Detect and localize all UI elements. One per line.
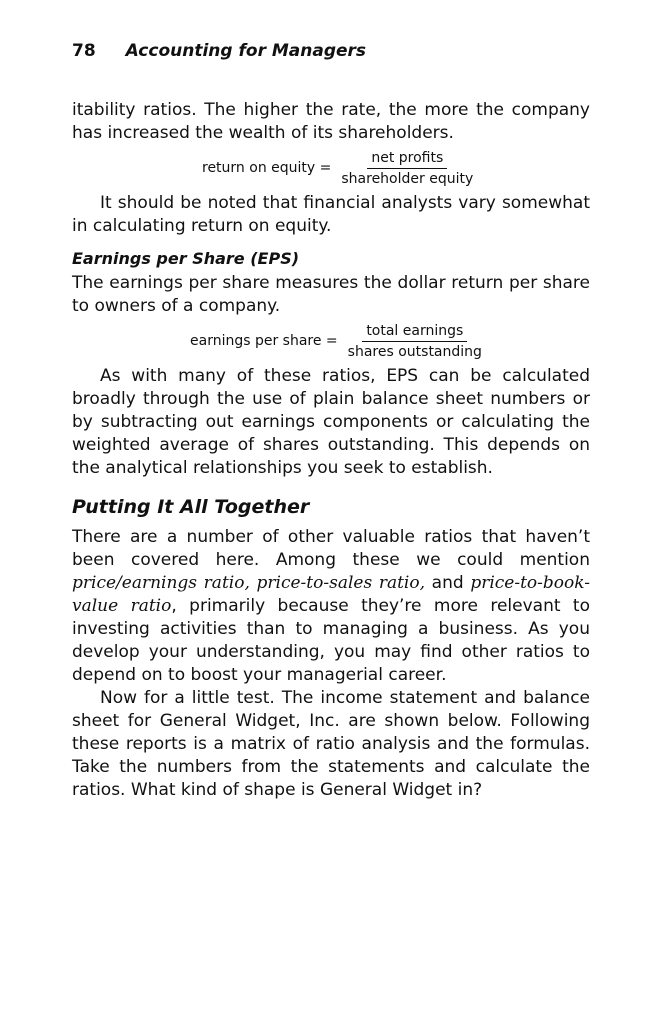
formula-eps-fraction: [344, 322, 486, 361]
formula-roe-numerator: net profits: [367, 149, 447, 169]
p5-italic-ratios: price/earnings ratio, price-to-sales ratio,: [72, 573, 425, 593]
heading-eps: Earnings per Share (EPS): [72, 249, 300, 268]
p5-end: , primarily because they’re more relevant to investing activities than to managing a business. As you develop your understanding, you may find other ratios to depend on to boost your managerial career.: [72, 596, 590, 685]
formula-eps-numerator: total earnings: [362, 322, 467, 342]
formula-eps-lhs: earnings per share =: [190, 333, 338, 349]
formula-return-on-equity: [202, 149, 590, 188]
formula-roe-lhs: return on equity =: [202, 160, 332, 176]
formula-earnings-per-share: [190, 322, 590, 361]
paragraph-profitability: itability ratios. The higher the rate, the more the company has increased the wealth of its shareholders.: [72, 100, 590, 143]
paragraph-analysts-vary: It should be noted that financial analysts vary somewhat in calculating return on equity.: [72, 193, 590, 236]
book-title: Accounting for Managers: [125, 41, 367, 61]
formula-roe-fraction: [337, 149, 477, 188]
formula-eps-denominator: shares outstanding: [347, 344, 482, 360]
formula-roe-denominator: shareholder equity: [341, 171, 474, 187]
p5-and: and: [425, 573, 471, 593]
p5-start: There are a number of other valuable ratios that haven’t been covered here. Among these we could mention: [72, 527, 590, 570]
paragraph-eps-calculation: As with many of these ratios, EPS can be calculated broadly through the use of plain balance sheet numbers or by subtracting out earnings components or calculating the weighted average of shares outstanding. This depends on the analytical relationships you seek to establish.: [72, 366, 590, 478]
p5-italic-book-value: price-to-book-value ratio: [72, 573, 590, 616]
page-body: [72, 99, 590, 802]
paragraph-little-test: Now for a little test. The income statement and balance sheet for General Widget, Inc. are shown below. Following these reports is a matrix of ratio analysis and the formulas. Take the numbers from the statements and calculate the ratios. What kind of shape is General Widget in?: [72, 688, 590, 800]
running-header: [72, 41, 366, 61]
paragraph-eps-definition: The earnings per share measures the dollar return per share to owners of a company.: [72, 273, 590, 316]
paragraph-other-ratios: [72, 526, 590, 687]
heading-putting-it-together: Putting It All Together: [72, 496, 310, 518]
page-number: 78: [72, 41, 96, 61]
